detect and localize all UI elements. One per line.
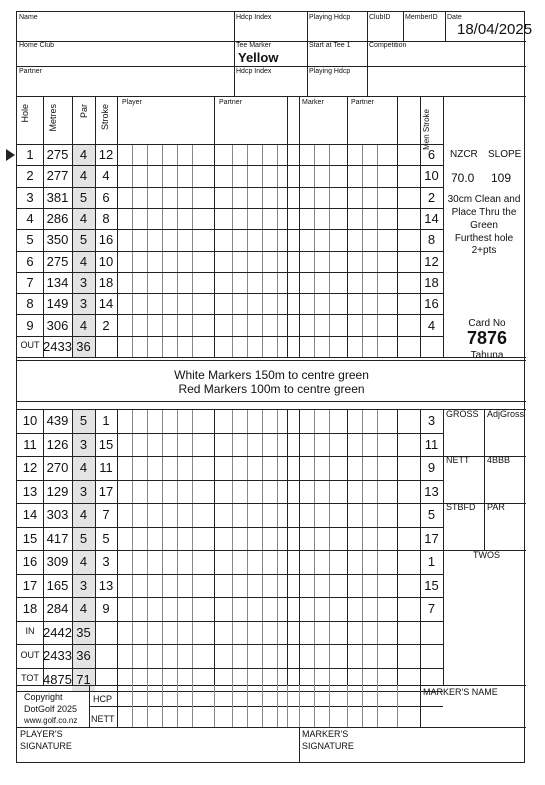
front-row-men-stroke-cell: 12 bbox=[424, 253, 439, 269]
current-hole-arrow-icon bbox=[6, 149, 15, 161]
footer-score-vline bbox=[192, 685, 193, 727]
grid-hline-front bbox=[17, 229, 443, 230]
footer-score-vline bbox=[262, 685, 263, 727]
front-row-hole-cell: 8 bbox=[26, 296, 34, 312]
par-column-header: Par bbox=[79, 104, 89, 119]
copyright-line-2: DotGolf 2025 bbox=[24, 704, 78, 714]
back-row-hole-cell: 14 bbox=[22, 507, 38, 523]
grid-hline-back bbox=[17, 503, 443, 504]
back-row-hole-cell: 17 bbox=[22, 577, 38, 593]
back-row-stroke-cell: 1 bbox=[102, 413, 110, 429]
grid-hline-back bbox=[17, 644, 443, 645]
par-result-label: PAR bbox=[487, 502, 505, 512]
front-row-hole-cell: 5 bbox=[26, 232, 34, 248]
front-row-par-cell: 4 bbox=[79, 317, 88, 333]
total-label: OUT bbox=[20, 649, 40, 660]
grid-hline-back bbox=[17, 480, 443, 481]
front-row-stroke-cell: 16 bbox=[98, 232, 114, 248]
nzcr-label: NZCR bbox=[450, 149, 478, 160]
grid-vline-front bbox=[117, 96, 118, 357]
grid-hline-front bbox=[17, 272, 443, 273]
grid-hline-back bbox=[17, 527, 443, 528]
total-metres: 2433 bbox=[43, 648, 72, 664]
front-row-par-cell: 5 bbox=[79, 189, 88, 205]
front-row-men-stroke-cell: 6 bbox=[427, 147, 436, 163]
back-row-men-stroke-cell: 3 bbox=[427, 413, 436, 429]
nett-label: NETT bbox=[446, 455, 470, 465]
grid-hline-back bbox=[17, 668, 443, 669]
grid-hline-back bbox=[17, 433, 443, 434]
back-row-stroke-cell: 13 bbox=[98, 577, 114, 593]
back-row-metres-cell: 303 bbox=[46, 507, 69, 523]
out-metres: 2433 bbox=[43, 338, 72, 354]
back-row-metres-cell: 417 bbox=[46, 530, 69, 546]
footer-score-vline bbox=[162, 685, 163, 727]
front-row-stroke-cell: 2 bbox=[102, 317, 110, 333]
player-column-header: Player bbox=[122, 99, 142, 106]
front-row-metres-cell: 134 bbox=[46, 274, 69, 290]
front-row-hole-cell: 6 bbox=[26, 253, 34, 269]
grid-hline-front bbox=[17, 165, 443, 166]
footer-score-vline bbox=[232, 685, 233, 727]
front-row-par-cell: 3 bbox=[79, 274, 88, 290]
back-row-hole-cell: 18 bbox=[22, 601, 38, 617]
clubid-label: ClubID bbox=[369, 14, 391, 21]
slope-label: SLOPE bbox=[488, 149, 522, 160]
back-row-par-cell: 3 bbox=[79, 436, 88, 452]
partner-playing-hdcp-label: Playing Hdcp bbox=[309, 68, 351, 75]
copyright-line-3: www.golf.co.nz bbox=[24, 716, 78, 725]
stroke-column-header: Stroke bbox=[100, 104, 110, 131]
back-row-metres-cell: 270 bbox=[46, 460, 69, 476]
marker-signature-label-2: SIGNATURE bbox=[302, 741, 354, 751]
back-row-men-stroke-cell: 5 bbox=[427, 507, 436, 523]
adj-gross-label: AdjGross bbox=[487, 409, 525, 419]
back-row-metres-cell: 284 bbox=[46, 601, 69, 617]
footer-score-vline bbox=[362, 685, 363, 727]
back-row-stroke-cell: 15 bbox=[98, 436, 114, 452]
front-row-metres-cell: 277 bbox=[46, 168, 69, 184]
results-divider bbox=[484, 409, 485, 550]
footer-score-vline bbox=[377, 685, 378, 727]
red-markers-note: Red Markers 100m to centre green bbox=[178, 382, 365, 396]
back-row-metres-cell: 126 bbox=[46, 436, 69, 452]
back-row-men-stroke-cell: 7 bbox=[427, 601, 436, 617]
card-no-label: Card No bbox=[468, 318, 506, 329]
front-row-par-cell: 4 bbox=[79, 211, 88, 227]
back-row-stroke-cell: 3 bbox=[102, 554, 110, 570]
front-row-metres-cell: 275 bbox=[46, 147, 69, 163]
back-row-metres-cell: 165 bbox=[46, 577, 69, 593]
total-label: TOT bbox=[21, 673, 39, 684]
grid-vline-back bbox=[443, 409, 444, 685]
copyright-line-1: Copyright bbox=[24, 692, 63, 702]
grid-hline-back bbox=[17, 574, 443, 575]
front-row-hole-cell: 4 bbox=[26, 211, 34, 227]
front-row-par-cell: 4 bbox=[79, 168, 88, 184]
back-row-men-stroke-cell: 15 bbox=[424, 577, 439, 593]
partner-label: Partner bbox=[19, 68, 42, 75]
front-row-stroke-cell: 10 bbox=[98, 253, 114, 269]
back-row-hole-cell: 13 bbox=[22, 483, 38, 499]
metres-column-header: Metres bbox=[48, 104, 58, 132]
grid-vline-front bbox=[299, 96, 300, 357]
front-row-stroke-cell: 4 bbox=[102, 168, 110, 184]
front-row-men-stroke-cell: 18 bbox=[424, 274, 439, 290]
grid-hline-front bbox=[17, 144, 443, 145]
local-rule-line-5: 2+pts bbox=[471, 245, 497, 256]
front-row-par-cell: 5 bbox=[79, 232, 88, 248]
grid-hline-back bbox=[17, 550, 443, 551]
front-row-par-cell: 4 bbox=[79, 147, 88, 163]
back-row-par-cell: 4 bbox=[79, 601, 88, 617]
grid-hline-front bbox=[17, 336, 443, 337]
signature-divider bbox=[299, 727, 300, 762]
player-signature-label-2: SIGNATURE bbox=[20, 741, 72, 751]
front-row-men-stroke-cell: 2 bbox=[427, 189, 436, 205]
footer-vline bbox=[420, 685, 421, 727]
front-row-par-cell: 4 bbox=[79, 253, 88, 269]
front-row-metres-cell: 350 bbox=[46, 232, 69, 248]
grid-hline-back bbox=[17, 621, 443, 622]
back-row-hole-cell: 15 bbox=[22, 530, 38, 546]
back-row-men-stroke-cell: 1 bbox=[427, 554, 436, 570]
grid-hline-front bbox=[17, 208, 443, 209]
grid-hline-front bbox=[17, 314, 443, 315]
partner-hdcp-index-label: Hdcp Index bbox=[236, 68, 272, 75]
footer-score-vline bbox=[347, 685, 348, 727]
out-par: 36 bbox=[76, 338, 91, 354]
partner-column-header: Partner bbox=[219, 99, 242, 106]
front-row-men-stroke-cell: 16 bbox=[424, 296, 439, 312]
footer-score-vline bbox=[147, 685, 148, 727]
grid-vline-front bbox=[214, 96, 215, 357]
player-signature-label-1: PLAYER'S bbox=[20, 729, 63, 739]
total-par: 36 bbox=[76, 648, 91, 664]
footer-score-vline bbox=[329, 685, 330, 727]
local-rule-line-1: 30cm Clean and bbox=[447, 194, 521, 205]
back-row-par-cell: 4 bbox=[79, 554, 88, 570]
white-markers-note: White Markers 150m to centre green bbox=[174, 368, 369, 382]
front-row-metres-cell: 306 bbox=[46, 317, 69, 333]
local-rule-line-2: Place Thru the bbox=[451, 207, 517, 218]
grid-hline-back bbox=[17, 456, 443, 457]
back-row-stroke-cell: 7 bbox=[102, 507, 110, 523]
back-row-par-cell: 3 bbox=[79, 577, 88, 593]
footer-score-vline bbox=[132, 685, 133, 727]
marker-signature-label-1: MARKER'S bbox=[302, 729, 349, 739]
front-row-metres-cell: 286 bbox=[46, 211, 69, 227]
back-row-hole-cell: 10 bbox=[22, 413, 38, 429]
hcp-label: HCP bbox=[93, 694, 113, 704]
back-row-par-cell: 3 bbox=[79, 483, 88, 499]
grid-hline-back bbox=[17, 691, 443, 692]
front-row-hole-cell: 2 bbox=[26, 168, 34, 184]
signature-top-line bbox=[17, 727, 526, 728]
back-row-men-stroke-cell: 17 bbox=[424, 530, 439, 546]
back-row-par-cell: 4 bbox=[79, 460, 88, 476]
marker-column-header: Marker bbox=[302, 99, 324, 106]
footer-score-vline bbox=[247, 685, 248, 727]
back-row-stroke-cell: 5 bbox=[102, 530, 110, 546]
stableford-label: STBFD bbox=[446, 502, 476, 512]
front-row-metres-cell: 275 bbox=[46, 253, 69, 269]
front-row-hole-cell: 1 bbox=[26, 147, 34, 163]
grid-hline-back bbox=[17, 597, 443, 598]
hdcp-index-label: Hdcp Index bbox=[236, 14, 272, 21]
tee-marker-value: Yellow bbox=[238, 50, 279, 65]
front-row-metres-cell: 149 bbox=[46, 296, 69, 312]
front-row-hole-cell: 9 bbox=[26, 317, 34, 333]
total-label: IN bbox=[25, 626, 35, 637]
total-par: 35 bbox=[76, 624, 91, 640]
date-label: Date bbox=[447, 14, 462, 21]
scorecard bbox=[16, 11, 533, 763]
front-row-hole-cell: 7 bbox=[26, 274, 34, 290]
footer-mid-line bbox=[89, 706, 443, 707]
footer-score-vline bbox=[214, 685, 215, 727]
front-row-men-stroke-cell: 8 bbox=[427, 232, 436, 248]
back-row-par-cell: 5 bbox=[79, 413, 88, 429]
competition-label: Competition bbox=[369, 42, 407, 49]
front-row-stroke-cell: 6 bbox=[102, 189, 110, 205]
footer-score-vline bbox=[177, 685, 178, 727]
memberid-label: MemberID bbox=[405, 14, 438, 21]
markers-name-label: MARKER'S NAME bbox=[423, 687, 498, 697]
local-rule-line-4: Furthest hole bbox=[454, 233, 514, 244]
footer-vline bbox=[117, 685, 118, 727]
grid-hline-front bbox=[17, 187, 443, 188]
club-name: Tahuna bbox=[470, 350, 504, 361]
men-stroke-column-header: Men Stroke bbox=[422, 109, 431, 150]
back-row-metres-cell: 129 bbox=[46, 483, 69, 499]
footer-nett-label: NETT bbox=[91, 714, 115, 724]
note-bottom-line bbox=[17, 401, 526, 402]
footer-score-vline bbox=[397, 685, 398, 727]
grid-hline-front bbox=[17, 251, 443, 252]
footer-score-vline bbox=[299, 685, 300, 727]
front-row-stroke-cell: 14 bbox=[98, 296, 114, 312]
nzcr-value: 70.0 bbox=[451, 171, 475, 185]
partner2-column-header: Partner bbox=[351, 99, 374, 106]
back-row-hole-cell: 11 bbox=[23, 436, 37, 452]
local-rule-line-3: Green bbox=[470, 220, 498, 231]
4bbb-label: 4BBB bbox=[487, 455, 511, 465]
home-club-label: Home Club bbox=[19, 42, 55, 49]
tee-marker-label: Tee Marker bbox=[236, 42, 272, 49]
grid-vline-front bbox=[397, 96, 398, 357]
front-row-par-cell: 3 bbox=[79, 296, 88, 312]
slope-value: 109 bbox=[491, 171, 512, 185]
back-row-men-stroke-cell: 11 bbox=[424, 436, 439, 452]
gross-label: GROSS bbox=[446, 409, 479, 419]
back-row-hole-cell: 12 bbox=[22, 460, 38, 476]
footer-vline bbox=[89, 685, 90, 727]
back-row-stroke-cell: 11 bbox=[99, 460, 113, 476]
playing-hdcp-label: Playing Hdcp bbox=[309, 14, 351, 21]
footer-score-vline bbox=[287, 685, 288, 727]
front-row-stroke-cell: 18 bbox=[98, 274, 114, 290]
front-row-stroke-cell: 8 bbox=[102, 211, 110, 227]
total-par: 71 bbox=[76, 671, 91, 687]
date-value: 18/04/2025 bbox=[457, 21, 533, 38]
front-row-stroke-cell: 12 bbox=[98, 147, 114, 163]
front-row-men-stroke-cell: 10 bbox=[424, 168, 439, 184]
out-label: OUT bbox=[20, 340, 40, 351]
back-row-metres-cell: 309 bbox=[46, 554, 69, 570]
card-no-value: 7876 bbox=[466, 328, 508, 348]
front-row-men-stroke-cell: 4 bbox=[427, 317, 436, 333]
footer-score-vline bbox=[277, 685, 278, 727]
back-row-par-cell: 5 bbox=[79, 530, 88, 546]
grid-hline-front bbox=[17, 293, 443, 294]
info-spacer bbox=[443, 187, 526, 188]
back-row-stroke-cell: 9 bbox=[102, 601, 110, 617]
front-row-men-stroke-cell: 14 bbox=[424, 211, 439, 227]
front-row-metres-cell: 381 bbox=[46, 189, 69, 205]
hole-column-header: Hole bbox=[20, 104, 30, 123]
footer-score-vline bbox=[314, 685, 315, 727]
back-row-men-stroke-cell: 9 bbox=[427, 460, 436, 476]
back-row-hole-cell: 16 bbox=[22, 554, 38, 570]
front-row-hole-cell: 3 bbox=[26, 189, 34, 205]
grid-hline-back bbox=[17, 409, 443, 410]
name-label: Name bbox=[19, 14, 38, 21]
back-row-men-stroke-cell: 13 bbox=[424, 483, 439, 499]
back-row-stroke-cell: 17 bbox=[98, 483, 114, 499]
grid-vline-front bbox=[347, 96, 348, 357]
twos-label: TWOS bbox=[473, 550, 500, 560]
grid-vline-front bbox=[287, 96, 288, 357]
back-row-par-cell: 4 bbox=[79, 507, 88, 523]
start-tee-label: Start at Tee 1 bbox=[309, 42, 351, 49]
back-row-metres-cell: 439 bbox=[46, 413, 69, 429]
total-metres: 2442 bbox=[43, 624, 72, 640]
total-metres: 4875 bbox=[43, 671, 72, 687]
